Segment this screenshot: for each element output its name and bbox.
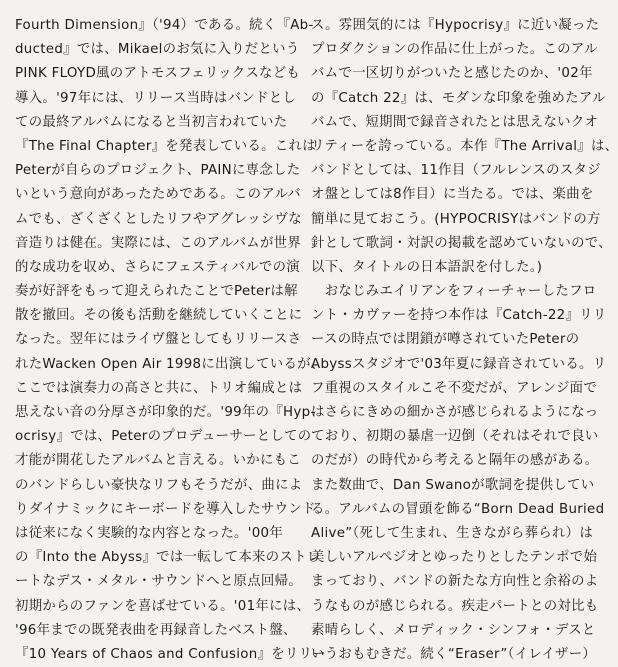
text-line: 音造りは健在。実際には、このアルバムが世界 — [15, 235, 302, 251]
text-line: オ盤としては8作目）に当たる。では、楽曲を — [311, 187, 594, 203]
text-line: ント・カヴァーを持つ本作は『Catch-22』リリ — [311, 308, 607, 324]
text-line: 散を撤回。その後も活動を継続していくことに — [15, 308, 303, 324]
text-line: 美しいアルペジオとゆったりとしたテンポで始 — [311, 550, 598, 566]
text-line: うなものが感じられる。疾走パートとの対比も — [311, 598, 599, 614]
left-text-column — [15, 14, 327, 667]
text-line: ス。雰囲気的には『Hypocrisy』に近い凝った — [311, 18, 600, 33]
text-line: 素晴らしく、メロディック・シンフォ・デスと — [311, 622, 596, 638]
right-text-column — [311, 14, 618, 667]
text-line: 思えない音の分厚さが印象的だ。'99年の『Hyp- — [15, 405, 316, 420]
text-line: PINK FLOYD風のアトモスフェリックスなども — [15, 66, 301, 82]
text-line: リティーを誇っている。本作『The Arrival』は、 — [311, 138, 618, 154]
text-line: Alive”（死して生まれ、生きながら葬られ）は — [311, 525, 594, 541]
text-line: 以下、タイトルの日本語訳を付した。) — [311, 259, 543, 275]
text-line: ムでも、ざくざくとしたリフやアグレッシヴな — [15, 211, 302, 227]
text-line: の『Catch 22』は、モダンな印象を強めたアル — [311, 90, 606, 106]
text-line: のだが）の時代から考えると隔年の感がある。 — [311, 453, 599, 469]
text-line: はさらにきめの細かさが感じられるようになっ — [311, 405, 599, 420]
text-line: バムで、短期間で録音されたとは思えないクオ — [311, 114, 599, 130]
text-line: 『10 Years of Chaos and Confusion』をリリー — [15, 646, 327, 662]
text-line: フ重視のスタイルこそ不変だが、アレンジ面で — [311, 380, 598, 396]
text-line: は従来になく実験的な内容となった。'00年 — [15, 525, 284, 541]
text-line: おなじみエイリアンをフィーチャーしたフロ — [311, 284, 597, 300]
text-line: 簡単に見ておこう。(HYPOCRISYはバンドの方 — [311, 211, 601, 227]
text-line: バンドとしては、11作目（フルレンスのスタジ — [311, 163, 601, 179]
text-line: 初期からのファンを喜ばせている。'01年には、 — [15, 598, 311, 614]
text-line: る。アルバムの冒頭を飾る“Born Dead Buried — [311, 501, 605, 517]
text-line: Peterが自らのプロジェクト、PAINに専念した — [15, 163, 301, 179]
text-line: ての最終アルバムになると当初言われていた — [15, 114, 288, 130]
text-line: Abyssスタジオで'03年夏に録音されている。リ — [311, 356, 607, 372]
text-line: 奏が好評をもって迎えられたことでPeterは解 — [15, 284, 298, 300]
text-line: ducted』では、Mikaelのお気に入りだという — [15, 42, 300, 58]
text-line: の『Into the Abyss』では一転して本来のストレ — [15, 550, 321, 566]
text-line: 『The Final Chapter』を発表している。これは — [15, 138, 316, 154]
text-line: ースの時点では閉鎖が噂されていたPeterの — [311, 332, 580, 348]
text-line: ており、初期の暴虐一辺倒（それはそれで良い — [311, 429, 599, 445]
text-line: いという意向があったためである。このアルバ — [15, 187, 301, 203]
text-line: ocrisy』では、Peterのプロデューサーとしての — [15, 429, 312, 445]
text-line: 才能が開花したアルバムと言える。いかにもこ — [15, 453, 302, 469]
text-line: 的な成功を収め、さらにフェスティバルでの演 — [15, 259, 300, 275]
text-line: ここでは演奏力の高さと共に、トリオ編成とは — [15, 380, 303, 396]
text-line: まっており、バンドの新たな方向性と余裕のよ — [311, 574, 599, 590]
text-line: りダイナミックにキーボードを導入したサウンド — [15, 501, 316, 517]
text-line: なった。翌年にはライヴ盤としてもリリースさ — [15, 332, 302, 348]
text-line: 針として歌詞・対訳の掲載を認めていないので、 — [311, 235, 612, 251]
text-line: のバンドらしい豪快なリフもそうだが、曲によ — [15, 477, 303, 493]
text-line: '96年までの既発表曲を再録音したベスト盤、 — [15, 622, 297, 638]
text-line: バムで一区切りがついたと感じたのか、'02年 — [311, 66, 593, 82]
text-line: 導入。'97年には、リリース当時はバンドとし — [15, 90, 297, 106]
text-line: また数曲で、Dan Swanoが歌詞を提供してい — [311, 477, 595, 493]
text-line: いうおもむきだ。続く“Eraser”（イレイザー） — [311, 646, 597, 662]
text-line: プロダクションの作品に仕上がった。このアル — [311, 42, 598, 58]
text-line: れたWacken Open Air 1998に出演しているが、 — [15, 356, 325, 372]
text-line: Fourth Dimension』（'94）である。続く『Ab- — [15, 18, 314, 33]
text-line: ートなデス・メタル・サウンドへと原点回帰。 — [15, 574, 302, 590]
